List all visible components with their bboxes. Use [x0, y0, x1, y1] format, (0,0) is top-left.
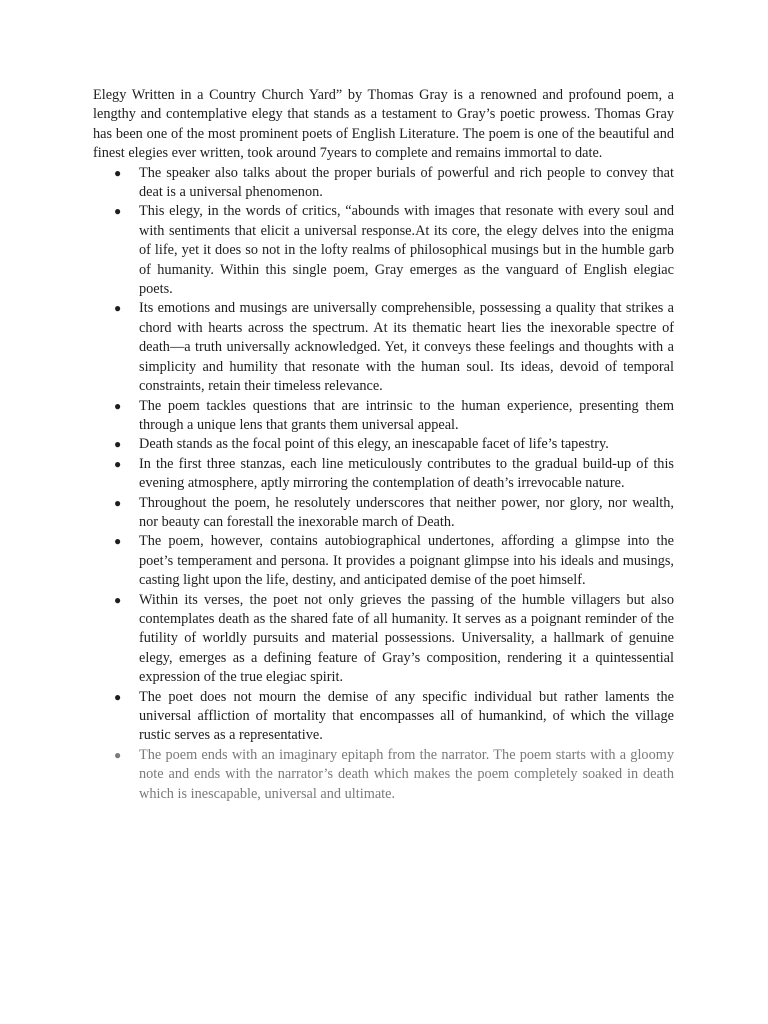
bullet-item	[93, 164, 674, 203]
bullet-text: The poet does not mourn the demise of any specific individual but rather laments the universal affliction of mortality that encompasses all of humankind, of which the village rustic serves as a representative.	[139, 688, 674, 744]
bullet-text: The poem tackles questions that are intrinsic to the human experience, presenting them through a unique lens that grants them universal appeal.	[139, 397, 674, 433]
bullet-item	[93, 688, 674, 746]
bullet-icon: ●	[114, 456, 122, 471]
bullet-text: Death stands as the focal point of this elegy, an inescapable facet of life’s tapestry.	[139, 436, 609, 453]
bullet-icon: ●	[114, 301, 122, 316]
bullet-item-faded	[93, 746, 674, 804]
bullet-item	[93, 299, 674, 396]
document-body	[93, 86, 674, 804]
bullet-icon: ●	[114, 747, 122, 762]
bullet-item	[93, 455, 674, 494]
bullet-text: Throughout the poem, he resolutely underscores that neither power, nor glory, nor wealth, nor beauty can forestall the inexorable march of Death.	[139, 494, 674, 530]
bullet-list	[93, 164, 674, 804]
bullet-item	[93, 397, 674, 436]
bullet-text: The speaker also talks about the proper burials of powerful and rich people to convey that deat is a universal phenomenon.	[139, 164, 674, 201]
bullet-icon: ●	[114, 495, 122, 510]
bullet-icon: ●	[114, 437, 122, 452]
bullet-item	[93, 532, 674, 590]
bullet-text: Its emotions and musings are universally comprehensible, possessing a quality that strikes a chord with hearts across the spectrum. At its thematic heart lies the inexorable spectre of death—a truth universally acknowledged. Yet, it conveys these feelings and thoughts with a simplicity and humility that resonate with the human soul. Its ideas, devoid of temporal constraints, retain their timeless relevance.	[139, 300, 674, 395]
bullet-item	[93, 494, 674, 533]
bullet-text: The poem, however, contains autobiographical undertones, affording a glimpse into the poet’s temperament and persona. It provides a poignant glimpse into his ideals and musings, casting light upon the life, destiny, and anticipated demise of the poet himself.	[139, 533, 674, 589]
bullet-text: This elegy, in the words of critics, “abounds with images that resonate with every soul and with sentiments that elicit a universal response.At its core, the elegy delves into the enigma of life, yet it does so not in the lofty realms of philosophical musings but in the humble garb of humanity. Within this single poem, Gray emerges as the vanguard of English elegiac poets.	[139, 203, 674, 298]
bullet-icon: ●	[114, 689, 122, 704]
bullet-icon: ●	[114, 592, 122, 607]
bullet-item	[93, 591, 674, 688]
bullet-text: The poem ends with an imaginary epitaph from the narrator. The poem starts with a gloomy note and ends with the narrator’s death which makes the poem completely soaked in death which is inescapable, universal and ultimate.	[139, 746, 674, 802]
bullet-item	[93, 202, 674, 299]
bullet-text: In the first three stanzas, each line meticulously contributes to the gradual build-up of this evening atmosphere, aptly mirroring the contemplation of death’s irrevocable nature.	[139, 455, 674, 492]
bullet-item	[93, 435, 674, 454]
bullet-icon: ●	[114, 165, 122, 180]
intro-paragraph: Elegy Written in a Country Church Yard” by Thomas Gray is a renowned and profound poem, a lengthy and contemplative elegy that stands as a testament to Gray’s poetic prowess. Thomas Gray has been one of the most prominent poets of English Literature. The poem is one of the beautiful and finest elegies ever written, took around 7years to complete and remains immortal to date.	[93, 87, 674, 162]
bullet-text: Within its verses, the poet not only grieves the passing of the humble villagers but also contemplates death as the shared fate of all humanity. It serves as a poignant reminder of the futility of worldly pursuits and material possessions. Universality, a hallmark of genuine elegy, emerges as a defining feature of Gray’s composition, rendering it a quintessential expression of the true elegiac spirit.	[139, 591, 674, 686]
bullet-icon: ●	[114, 398, 122, 413]
bullet-icon: ●	[114, 204, 122, 219]
bullet-icon: ●	[114, 534, 122, 549]
